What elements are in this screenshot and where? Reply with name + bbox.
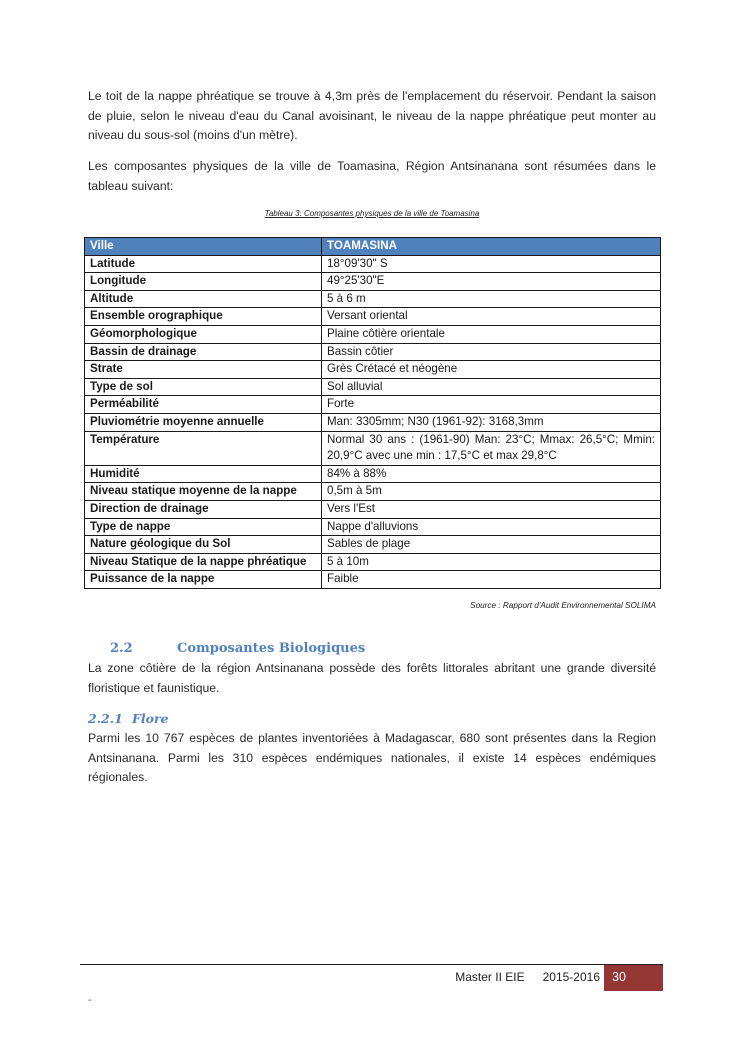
row-value: 0,5m à 5m (322, 483, 661, 501)
physical-components-table (84, 237, 661, 589)
table-row (85, 396, 661, 414)
row-key: Perméabilité (85, 396, 322, 414)
table-row (85, 571, 661, 589)
row-key: Humidité (85, 465, 322, 483)
row-key: Puissance de la nappe (85, 571, 322, 589)
page-number: 30 (612, 970, 626, 984)
row-key: Direction de drainage (85, 500, 322, 518)
row-key: Niveau statique moyenne de la nappe (85, 483, 322, 501)
page-number-box (604, 965, 663, 991)
table-row (85, 308, 661, 326)
header-value-cell: TOAMASINA (322, 238, 661, 256)
footer-label (380, 970, 600, 984)
row-value: 84% à 88% (322, 465, 661, 483)
table-row (85, 325, 661, 343)
footer-trailing-mark: - (88, 995, 92, 1006)
table-row (85, 553, 661, 571)
row-key: Géomorphologique (85, 325, 322, 343)
table-row (85, 483, 661, 501)
row-value: 18°09'30" S (322, 255, 661, 273)
footer-program: Master II EIE (455, 970, 525, 984)
row-value: Sol alluvial (322, 378, 661, 396)
subsection-number: 2.2.1 (88, 711, 123, 726)
footer-years: 2015-2016 (542, 970, 600, 984)
row-key: Ensemble orographique (85, 308, 322, 326)
row-key: Type de nappe (85, 518, 322, 536)
row-value: Man: 3305mm; N30 (1961-92): 3168,3mm (322, 413, 661, 431)
row-value: Forte (322, 396, 661, 414)
row-key: Température (85, 431, 322, 465)
row-value: Sables de plage (322, 536, 661, 554)
section-2-2-1-paragraph: Parmi les 10 767 espèces de plantes inventoriées à Madagascar, 680 sont présentes dans la Region Antsinanana. Parmi les 310 espèces endémiques nationales, il existe 14 espèces endémiques régionales. (88, 731, 656, 784)
table-row (85, 518, 661, 536)
table-row (85, 465, 661, 483)
section-heading-2-2 (110, 641, 365, 656)
row-value: Nappe d'alluvions (322, 518, 661, 536)
row-value: Grès Crétacé et néogène (322, 361, 661, 379)
row-key: Pluviométrie moyenne annuelle (85, 413, 322, 431)
section-heading-2-2-1 (88, 711, 169, 726)
section-title: Composantes Biologiques (177, 641, 366, 656)
table-header-row (85, 238, 661, 256)
row-key: Strate (85, 361, 322, 379)
row-value: Bassin côtier (322, 343, 661, 361)
row-key: Type de sol (85, 378, 322, 396)
row-key: Bassin de drainage (85, 343, 322, 361)
row-value: Plaine côtière orientale (322, 325, 661, 343)
table-row (85, 343, 661, 361)
row-key: Niveau Statique de la nappe phréatique (85, 553, 322, 571)
table-row (85, 413, 661, 431)
subsection-title: Flore (132, 711, 169, 726)
table-row (85, 431, 661, 465)
row-value: 5 à 6 m (322, 290, 661, 308)
row-key: Longitude (85, 273, 322, 291)
row-value: Faible (322, 571, 661, 589)
row-value: 5 à 10m (322, 553, 661, 571)
row-key: Latitude (85, 255, 322, 273)
row-value: 49°25'30"E (322, 273, 661, 291)
row-value: Normal 30 ans : (1961-90) Man: 23°C; Mmax: 26,5°C; Mmin: 20,9°C avec une min : 17,5°C et max 29,8°C (322, 431, 661, 465)
row-key: Altitude (85, 290, 322, 308)
intro-paragraph: Le toit de la nappe phréatique se trouve à 4,3m près de l'emplacement du réservoir. Pendant la saison de pluie, selon le niveau d'eau du Canal avoisinant, le niveau de la nappe phréatique peut monter au niveau du sous-sol (moins d'un mètre). (88, 89, 656, 142)
table-row (85, 290, 661, 308)
table-row (85, 361, 661, 379)
table-row (85, 536, 661, 554)
table-source: Source : Rapport d'Audit Environnemental SOLIMA (470, 601, 656, 610)
table-row (85, 273, 661, 291)
table-row (85, 500, 661, 518)
table-row (85, 255, 661, 273)
row-value: Vers l'Est (322, 500, 661, 518)
table-intro-paragraph: Les composantes physiques de la ville de Toamasina, Région Antsinanana sont résumées dans le tableau suivant: (88, 159, 656, 193)
row-key: Nature géologique du Sol (85, 536, 322, 554)
footer-divider (80, 964, 663, 965)
table-caption: Tableau 3: Composantes physiques de la ville de Toamasina (264, 209, 480, 218)
section-2-2-paragraph: La zone côtière de la région Antsinanana possède des forêts littorales abritant une grande diversité floristique et faunistique. (88, 661, 656, 695)
section-number: 2.2 (110, 641, 133, 656)
row-value: Versant oriental (322, 308, 661, 326)
table-row (85, 378, 661, 396)
header-key-cell: Ville (85, 238, 322, 256)
